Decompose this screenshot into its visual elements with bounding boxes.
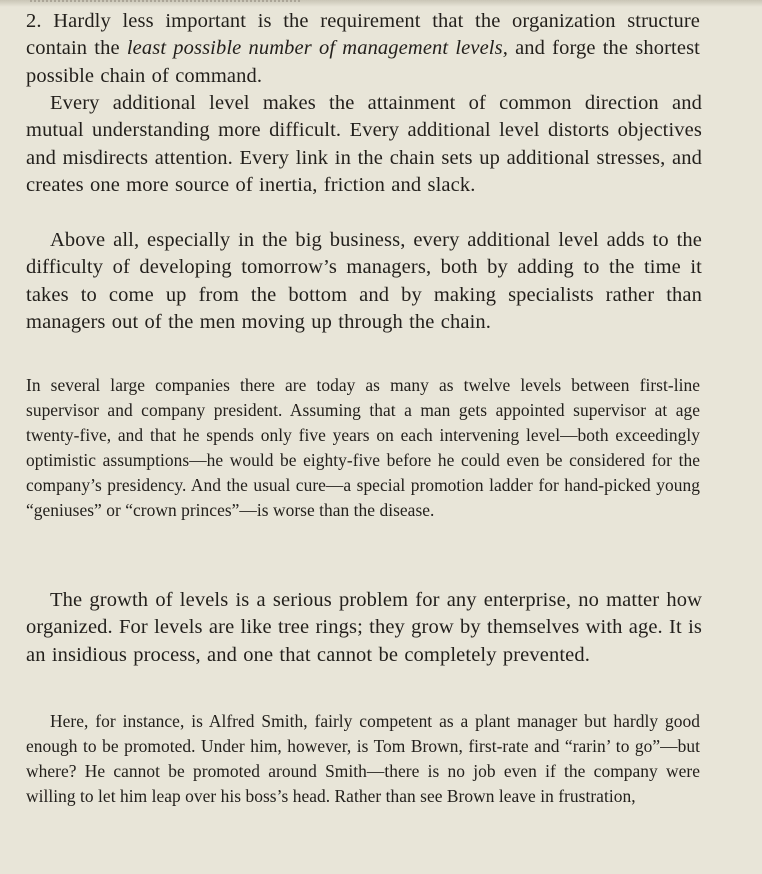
paragraph-twelve-levels: In several large companies there are today as many as twelve levels between first-line supervisor and company president. Assuming that a man gets appointed supervisor at age twenty-five, and that he spends only five years on each intervening level—both exceedingly optimistic assumptions—he would be eighty-five before he could even be considered for the company’s presidency. And the usual cure—a special promotion ladder for hand-picked young “geniuses” or “crown princes”—is worse than the disease. [26, 375, 700, 520]
paragraph-point-two [26, 8, 700, 90]
cut-off-previous-line [30, 0, 300, 6]
paragraph-point-two-text-start: 2. Hardly less important is the requirement that the organization structure contain the [26, 10, 700, 60]
paragraph-growth-of-levels: The growth of levels is a serious problem for any enterprise, no matter how organized. For levels are like tree rings; they grow by themselves with age. It is an insidious process, and one that cannot be completely prevented. [26, 589, 702, 666]
paragraph-big-business: Above all, especially in the big business, every additional level adds to the difficulty of developing tomorrow’s managers, both by adding to the time it takes to come up from the bottom and by making specialists rather than managers out of the men moving up through the chain. [26, 229, 702, 334]
paragraph-point-two-emphasis: least possible number of management levels, [126, 37, 508, 60]
paragraph-alfred-smith-example: Here, for instance, is Alfred Smith, fairly competent as a plant manager but hardly good enough to be promoted. Under him, however, is Tom Brown, first-rate and “rarin’ to go”—but where? He cannot be promoted around Smith—there is no job even if the company were willing to let him leap over his boss’s head. Rather than see Brown leave in frustration, [26, 711, 700, 806]
paragraph-point-two-text-end: and forge the shortest possible chain of command. [26, 37, 700, 87]
paragraph-additional-level: Every additional level makes the attainment of common direction and mutual understanding more difficult. Every additional level distorts objectives and misdirects attention. Every link in the chain sets up additional stresses, and creates one more source of inertia, friction and slack. [26, 92, 702, 197]
